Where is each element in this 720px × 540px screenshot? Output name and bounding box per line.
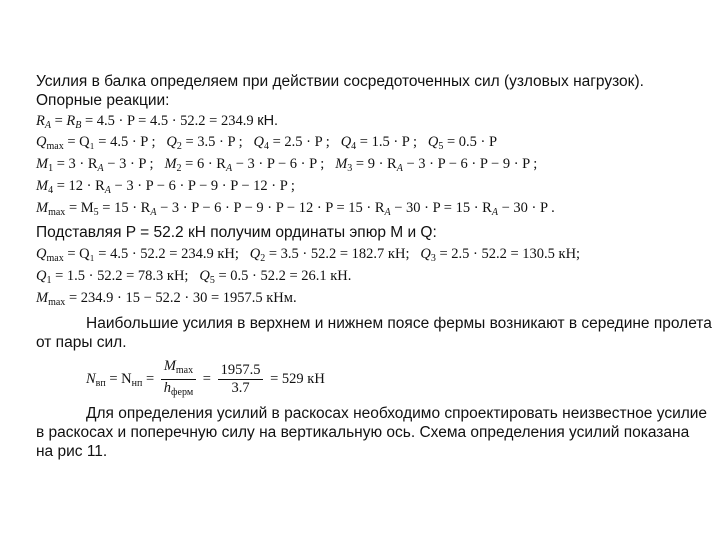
m-max-c: − 30 · P = 15 · R (394, 200, 492, 216)
m-2-rest: − 3 · P − 6 · P ; (235, 156, 325, 172)
q-value-2: = 3.5 · 52.2 = 182.7 кН; (268, 246, 410, 262)
fraction-numerator: 1957.5 (218, 362, 264, 380)
m-max: = M (68, 200, 94, 216)
paragraph-2-text-1: Для определения усилий в раскосах необходимо спроектировать неизвестное усилие (86, 405, 708, 422)
intro-line (36, 73, 644, 91)
formula-q-values-2: $Q_1 = 1.5 \cdot 52.2 = 78.3$ кН; $Q_5 = 0.5 \cdot 52.2 = 26.1$ кН. (36, 268, 352, 286)
formula-m4: $M_4 = 12 \cdot R_A - 3 \cdot P - 6 \cdot P - 9 \cdot P - 12 \cdot P$ ; (36, 178, 295, 196)
fraction-m-over-h: $\frac{M_{max}}{h_{ферм}}$ (161, 358, 196, 401)
m-3: = 9 · R (355, 156, 397, 172)
substitute-text: Подставляя P = 52.2 кН получим ординаты эпюр M и Q: (36, 224, 437, 241)
supports-heading-text: Опорные реакции: (36, 92, 170, 109)
formula-n: $N_{вп} = N_{нп}$ = $\frac{M_{max}}{h_{ферм}}$ = $\frac{1957.5}{3.7}$ = 529 кН (86, 358, 325, 401)
ra-rb-unit: кН. (257, 113, 279, 129)
formula-m-value: $M_{max} = 234.9 \cdot 15 - 52.2 \cdot 30 = 1957.5$ кНм. (36, 290, 297, 308)
q-4b: = 1.5 · P ; (359, 134, 417, 150)
supports-heading (36, 92, 169, 110)
paragraph-1-text-2: от пары сил. (36, 334, 127, 351)
formula-ra-rb: $R_A = R_B = 4.5 \cdot P = 4.5 \cdot 52.2 = 234.9$ кН. (36, 113, 279, 131)
paragraph-1-text-1: Наибольшие усилия в верхнем и нижнем поясе фермы возникают в середине пролета (86, 315, 712, 332)
formula-q-list: $Q_{max} = Q_1 = 4.5 \cdot P$ ; $Q_2 = 3.5 \cdot P$ ; $Q_4 = 2.5 \cdot P$ ; $Q_4 = 1.5 \cdot P$ ; $Q_5 = 0.5 \cdot P$ (36, 134, 498, 152)
paragraph-2-line-1 (86, 405, 707, 423)
m-value: = 234.9 · 15 − 52.2 · 30 = 1957.5 кНм. (68, 290, 297, 306)
n-left: = N (109, 370, 132, 387)
q-4: = 2.5 · P ; (272, 134, 330, 150)
fraction-denominator: 3.7 (231, 380, 250, 396)
m-2: = 6 · R (185, 156, 226, 172)
m-1: = 3 · R (56, 156, 98, 172)
ra-rb-value: = 4.5 · P = 4.5 · 52.2 = 234.9 (85, 113, 254, 129)
paragraph-2-text-3: на рис 11. (36, 443, 108, 460)
formula-m1-m3: $M_1 = 3 \cdot R_A - 3 \cdot P$ ; $M_2 = 6 \cdot R_A - 3 \cdot P - 6 \cdot P$ ; $M_3 = 9 \cdot R_A - 3 \cdot P - 6 \cdot P - 9 \cdot P$ ; (36, 156, 538, 174)
q-value-5: = 0.5 · 52.2 = 26.1 кН. (218, 268, 352, 284)
paragraph-2-line-3 (36, 443, 107, 461)
m-4-rest: − 3 · P − 6 · P − 9 · P − 12 · P ; (114, 178, 295, 194)
q-max: = Q₁ = 4.5 · P ; (67, 134, 156, 150)
m-3-rest: − 3 · P − 6 · P − 9 · P ; (406, 156, 538, 172)
formula-mmax: $M_{max} = M_5 = 15 \cdot R_A - 3 \cdot P - 6 \cdot P - 9 \cdot P - 12 \cdot P = 15 \cdot R_A - 30 \cdot P = 15 \cdot R_A - 30 \cdot P$ . (36, 200, 555, 218)
q-2: = 3.5 · P ; (185, 134, 243, 150)
paragraph-2-text-2: в раскосах и поперечную силу на вертикальную ось. Схема определения усилий показана (36, 424, 690, 441)
m-1-rest: − 3 · P ; (107, 156, 154, 172)
q-value-1: = 1.5 · 52.2 = 78.3 кН; (55, 268, 189, 284)
m-max-a: = 15 · R (102, 200, 151, 216)
q-value-max: = Q₁ = 4.5 · 52.2 = 234.9 кН; (67, 246, 239, 262)
q-5: = 0.5 · P (446, 134, 498, 150)
substitute-line (36, 224, 437, 242)
m-4: = 12 · R (56, 178, 105, 194)
intro-text: Усилия в балка определяем при действии сосредоточенных сил (узловых нагрузок). (36, 73, 644, 90)
paragraph-1-line-1 (86, 315, 712, 333)
n-result: = 529 кН (270, 370, 325, 387)
paragraph-2-line-2 (36, 424, 689, 442)
m-max-b: − 3 · P − 6 · P − 9 · P − 12 · P = 15 · R (160, 200, 385, 216)
fraction-values (218, 362, 264, 397)
paragraph-1-line-2 (36, 334, 127, 352)
formula-q-values-1: $Q_{max} = Q_1 = 4.5 \cdot 52.2 = 234.9$ кН; $Q_2 = 3.5 \cdot 52.2 = 182.7$ кН; $Q_3 = 2.5 \cdot 52.2 = 130.5$ кН; (36, 246, 581, 264)
m-max-d: − 30 · P . (501, 200, 555, 216)
q-value-3: = 2.5 · 52.2 = 130.5 кН; (439, 246, 581, 262)
